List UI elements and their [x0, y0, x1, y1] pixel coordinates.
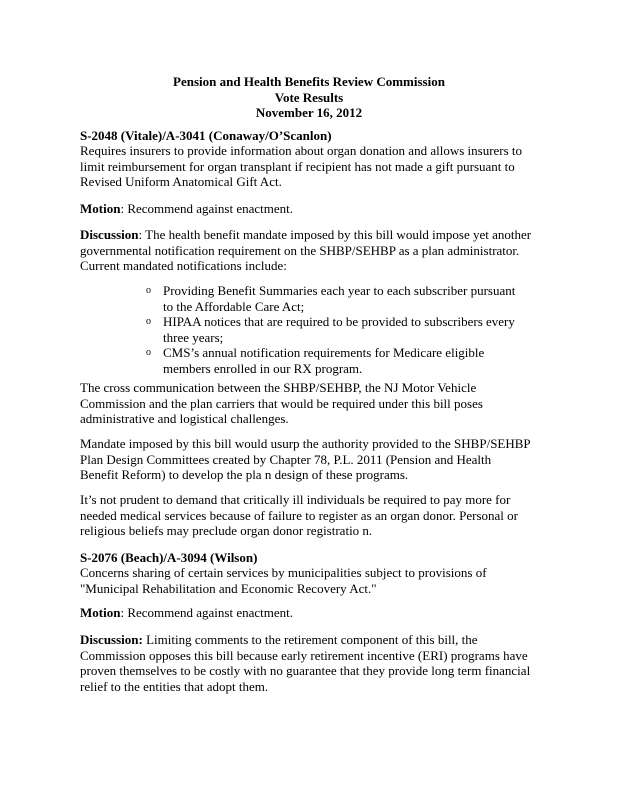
motion-label: Motion	[80, 201, 121, 216]
list-item: o CMS’s annual notification requirements for Medicare eligible members enrolled in our RX program.	[146, 345, 485, 376]
bill1-motion	[80, 201, 540, 217]
bullet-icon: o	[146, 316, 151, 327]
bill1-discussion	[80, 227, 542, 274]
motion-text: : Recommend against enactment.	[120, 605, 294, 620]
list-item: o Providing Benefit Summaries each year to each subscriber pursuant to the Affordable Care Act;	[146, 283, 516, 314]
bill2-title: S-2076 (Beach)/A-3094 (Wilson)	[80, 550, 258, 565]
bill1-paragraph-3: It’s not prudent to demand that critically ill individuals be required to pay more for needed medical services because of failure to register as an organ donor. Personal or religious beliefs may preclude organ donor registratio n.	[80, 492, 518, 538]
motion-label: Motion	[80, 605, 121, 620]
bill2-description: Concerns sharing of certain services by municipalities subject to provisions of "Municipal Rehabilitation and Economic Recovery Act."	[80, 565, 487, 596]
discussion-text: : The health benefit mandate imposed by this bill would impose yet another governmental notification requirement on the SHBP/SEHBP as a plan administrator. Current mandated notifications include:	[80, 227, 532, 273]
motion-text: : Recommend against enactment.	[120, 201, 294, 216]
bullet-icon: o	[146, 285, 151, 296]
bill1-paragraph-1: The cross communication between the SHBP/SEHBP, the NJ Motor Vehicle Commission and the plan carriers that would be required under this bill poses administrative and logistical challenges.	[80, 380, 483, 426]
discussion-label: Discussion	[80, 227, 139, 242]
commission-title: Pension and Health Benefits Review Commission	[173, 74, 445, 89]
list-item: o HIPAA notices that are required to be provided to subscribers every three years;	[146, 314, 515, 345]
bill1-title: S-2048 (Vitale)/A-3041 (Conaway/O’Scanlon)	[80, 128, 332, 143]
bill2-motion	[80, 605, 540, 621]
discussion-label: Discussion:	[80, 632, 143, 647]
document-subtitle: Vote Results	[274, 89, 344, 105]
bill1-description: Requires insurers to provide information about organ donation and allows insurers to limit reimbursement for organ transplant if recipient has not made a gift pursuant to Revised Uniform Anatomical Gift Act.	[80, 143, 523, 189]
notices-list	[146, 283, 528, 376]
document-header	[0, 74, 618, 121]
document-date: November 16, 2012	[255, 105, 363, 120]
bill2-discussion	[80, 632, 540, 694]
bill1-paragraph-2: Mandate imposed by this bill would usurp the authority provided to the SHBP/SEHBP Plan Design Committees created by Chapter 78, P.L. 2011 (Pension and Health Benefit Reform) to develop the pla n design of these programs.	[80, 436, 531, 482]
bullet-icon: o	[146, 347, 151, 358]
discussion-text: Limiting comments to the retirement component of this bill, the Commission opposes this bill because early retirement incentive (ERI) programs have proven themselves to be costly with no guarantee that they provide long term financial relief to the entities that adopt them.	[80, 632, 531, 694]
